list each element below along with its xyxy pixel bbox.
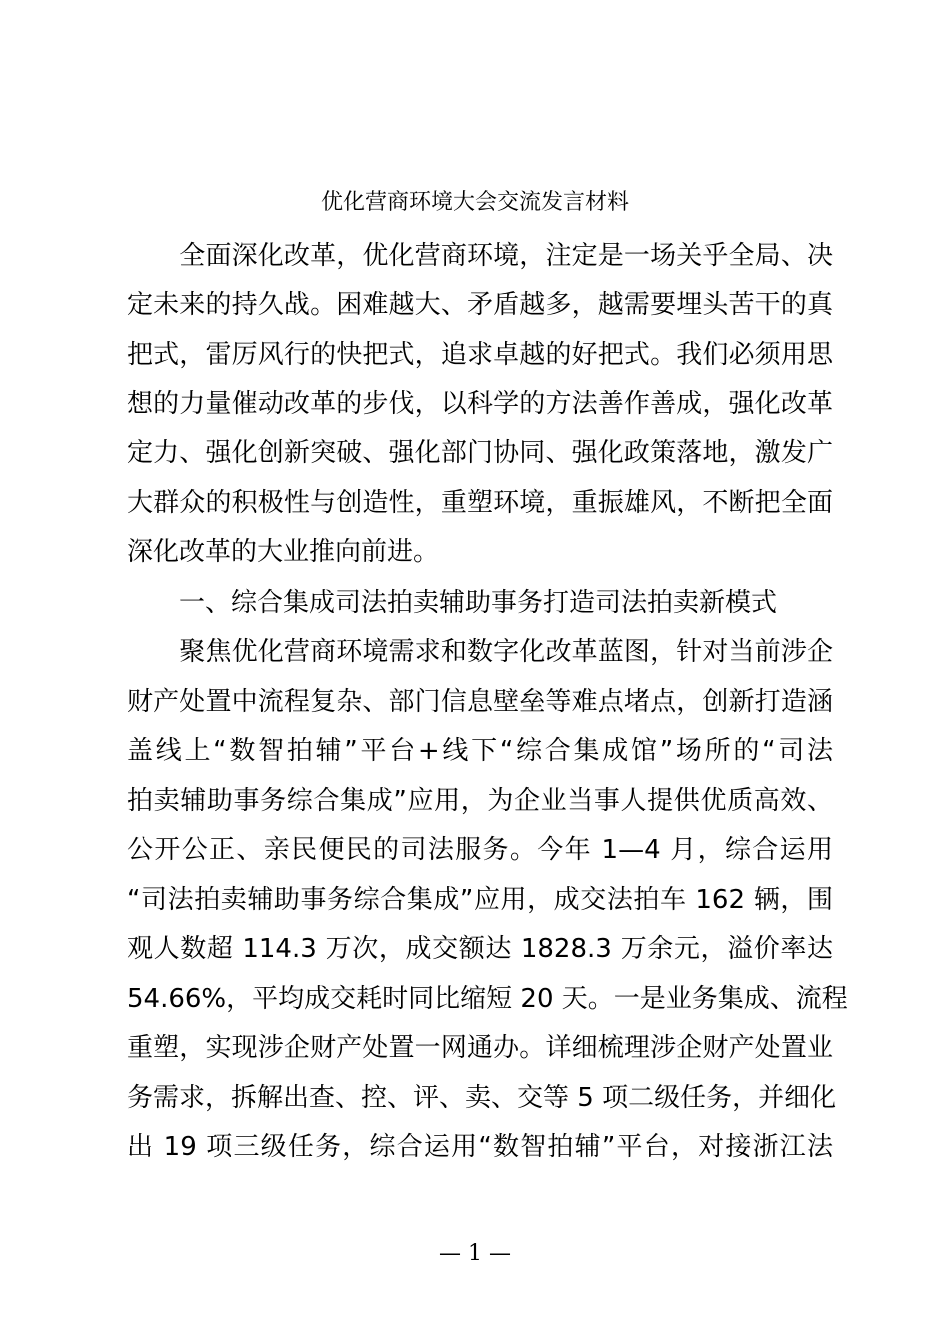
paragraph-line: 务需求，拆解出查、控、评、卖、交等 5 项二级任务，并细化 (127, 1083, 837, 1113)
paragraph-line: 把式，雷厉风行的快把式，追求卓越的好把式。我们必须用思 (127, 340, 833, 370)
paragraph-line: 观人数超 114.3 万次，成交额达 1828.3 万余元，溢价率达 (127, 934, 833, 964)
page-number: — 1 — (439, 1241, 511, 1266)
paragraph-line: 深化改革的大业推向前进。 (127, 537, 440, 567)
paragraph-line: 定未来的持久战。困难越大、矛盾越多，越需要埋头苦干的真 (127, 290, 833, 320)
document-title: 优化营商环境大会交流发言材料 (320, 190, 629, 215)
paragraph-line: 盖线上“数智拍辅”平台+线下“综合集成馆”场所的“司法 (127, 736, 833, 766)
paragraph-line: 拍卖辅助事务综合集成”应用，为企业当事人提供优质高效、 (127, 786, 833, 816)
paragraph-line: 重塑，实现涉企财产处置一网通办。详细梳理涉企财产处置业 (127, 1033, 833, 1063)
paragraph-line: 聚焦优化营商环境需求和数字化改革蓝图，针对当前涉企 (127, 637, 833, 667)
paragraph-line: 大群众的积极性与创造性，重塑环境，重振雄风，不断把全面 (127, 488, 833, 518)
paragraph-line: 54.66%，平均成交耗时同比缩短 20 天。一是业务集成、流程 (127, 984, 848, 1014)
paragraph-line: 全面深化改革，优化营商环境，注定是一场关乎全局、决 (127, 241, 833, 271)
paragraph-line: 定力、强化创新突破、强化部门协同、强化政策落地，激发广 (127, 438, 833, 468)
paragraph-line: 公开公正、亲民便民的司法服务。今年 1—4 月，综合运用 (127, 835, 833, 865)
paragraph-line: 出 19 项三级任务，综合运用“数智拍辅”平台，对接浙江法 (127, 1132, 833, 1162)
paragraph-line: 想的力量催动改革的步伐，以科学的方法善作善成，强化改革 (127, 389, 833, 419)
paragraph-line: “司法拍卖辅助事务综合集成”应用，成交法拍车 162 辆，围 (127, 885, 833, 915)
section-heading: 一、综合集成司法拍卖辅助事务打造司法拍卖新模式 (127, 588, 778, 618)
paragraph-line: 财产处置中流程复杂、部门信息壁垒等难点堵点，创新打造涵 (127, 687, 833, 717)
